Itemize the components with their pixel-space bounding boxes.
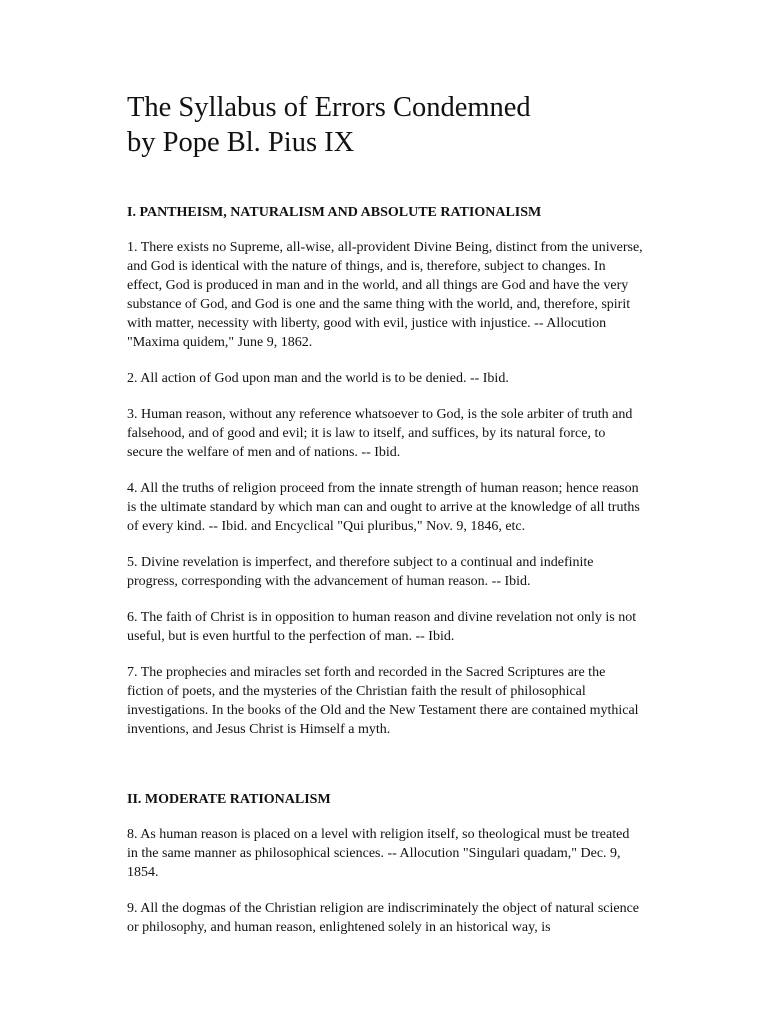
section-heading: I. PANTHEISM, NATURALISM AND ABSOLUTE RATIONALISM <box>127 205 542 220</box>
error-paragraph-9: 9. All the dogmas of the Christian religion are indiscriminately the object of natural science or philosophy, and human reason, enlightened solely in an historical way, is <box>127 901 640 935</box>
error-paragraph-3: 3. Human reason, without any reference whatsoever to God, is the sole arbiter of truth and falsehood, and of good and evil; it is law to itself, and suffices, by its natural force, to secure the welfare of men and of nations. -- Ibid. <box>127 407 633 460</box>
section-body <box>127 825 643 937</box>
error-paragraph-1: 1. There exists no Supreme, all-wise, all-provident Divine Being, distinct from the universe, and God is identical with the nature of things, and is, therefore, subject to changes. In effect, God is produced in man and in the world, and all things are God and have the very substance of God, and God is one and the same thing with the world, and, therefore, spirit with matter, necessity with liberty, good with evil, justice with injustice. -- Allocution "Maxima quidem," June 9, 1862. <box>127 240 643 350</box>
error-paragraph-7: 7. The prophecies and miracles set forth and recorded in the Sacred Scriptures are the fiction of poets, and the mysteries of the Christian faith the result of philosophical investigations. In the books of the Old and the New Testament there are contained mythical inventions, and Jesus Christ is Himself a myth. <box>127 665 639 737</box>
title-line-1: The Syllabus of Errors Condemned <box>127 92 531 123</box>
error-paragraph-6: 6. The faith of Christ is in opposition to human reason and divine revelation not only is not useful, but is even hurtful to the perfection of man. -- Ibid. <box>127 610 637 644</box>
error-paragraph-2: 2. All action of God upon man and the world is to be denied. -- Ibid. <box>127 371 509 386</box>
error-paragraph-5: 5. Divine revelation is imperfect, and therefore subject to a continual and indefinite progress, corresponding with the advancement of human reason. -- Ibid. <box>127 555 594 589</box>
section-pantheism <box>127 203 643 739</box>
section-moderate-rationalism <box>127 790 643 937</box>
section-heading: II. MODERATE RATIONALISM <box>127 792 331 807</box>
error-paragraph-4: 4. All the truths of religion proceed from the innate strength of human reason; hence reason is the ultimate standard by which man can and ought to arrive at the knowledge of all truths of every kind. -- Ibid. and Encyclical "Qui pluribus," Nov. 9, 1846, etc. <box>127 481 640 534</box>
document-page <box>127 90 643 937</box>
error-paragraph-8: 8. As human reason is placed on a level with religion itself, so theological must be treated in the same manner as philosophical sciences. -- Allocution "Singulari quadam," Dec. 9, 1854. <box>127 827 630 880</box>
title-line-2: by Pope Bl. Pius IX <box>127 127 355 158</box>
section-body <box>127 238 643 739</box>
document-title <box>127 90 643 160</box>
